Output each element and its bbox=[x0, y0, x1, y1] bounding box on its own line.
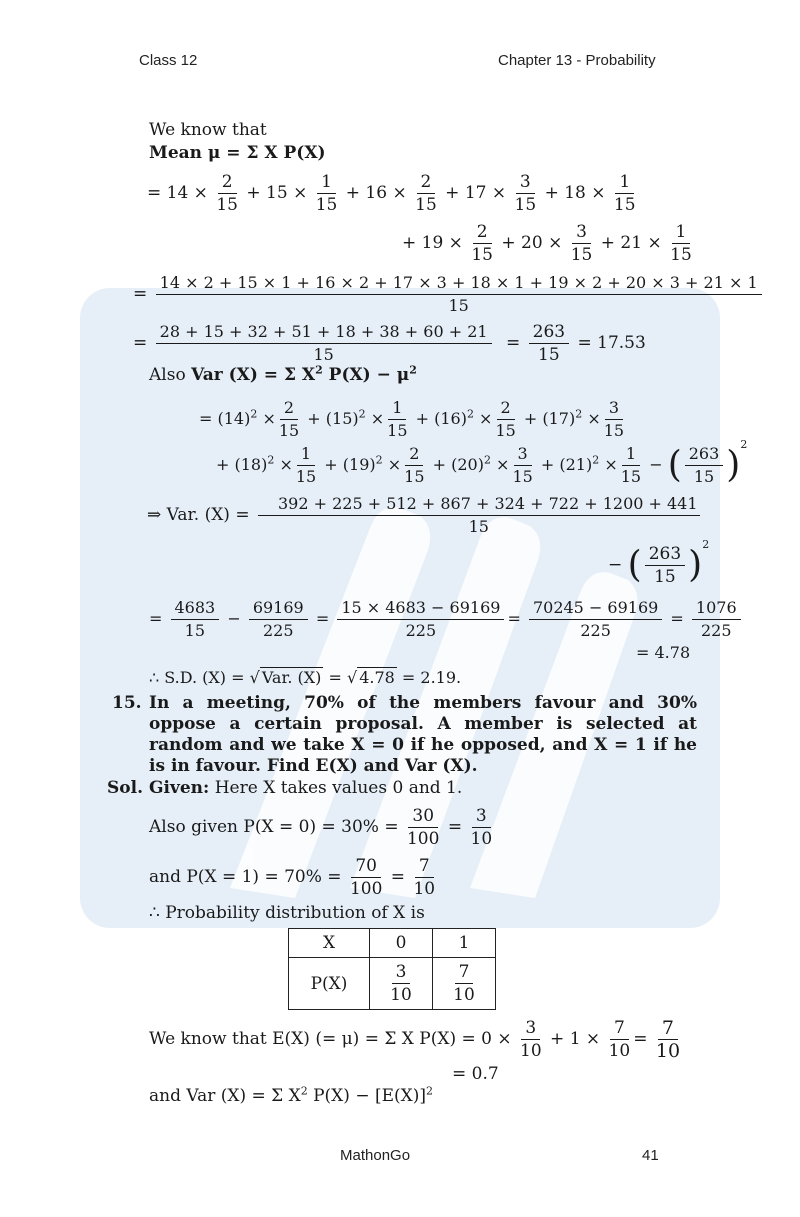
fraction: $\frac{3}{15}$ bbox=[514, 172, 537, 215]
mean-line-1 bbox=[147, 172, 639, 215]
variance-formula-line: and Var (X) = Σ $X^2$ $P(X) - [E(X)]^2$ bbox=[149, 1084, 434, 1106]
expectation-result: = 0.7 bbox=[452, 1064, 499, 1084]
intro-text: We know that bbox=[149, 120, 267, 140]
table-row bbox=[289, 958, 496, 1010]
header-chapter: Chapter 13 - Probability bbox=[498, 52, 656, 69]
mean-line-4: = $\frac{28 + 15 + 32 + 51 + 18 + 38 + 60 + 21}{15}$ = $\frac{263}{15}$ = 17.53 bbox=[133, 322, 646, 365]
fraction: 14 × 2 + 15 × 1 + 16 × 2 + 17 × 3 + 18 × 1 + 19 × 2 + 20 × 3 + 21 × 1 15 bbox=[156, 273, 762, 316]
solution-label: Sol. bbox=[107, 778, 143, 798]
fraction: $\frac{2}{15}$ bbox=[415, 172, 437, 215]
table-row bbox=[289, 929, 496, 958]
variance-line-4: − ( $\frac{263}{15}$ )$^2$ bbox=[608, 538, 710, 587]
variance-line-3: ⇒ Var. (X) = $\frac{392 + 225 + 512 + 867 + 324 + 722 + 1200 + 441}{15}$ bbox=[147, 494, 698, 536]
table-cell: P(X) bbox=[289, 958, 370, 1010]
footer-brand: MathonGo bbox=[340, 1147, 411, 1164]
variance-heading: Also Var (X) = Σ $X^2$ $P(X) - \mu^2$ bbox=[149, 363, 417, 385]
page-number: 41 bbox=[642, 1147, 659, 1164]
p1-line: and P(X = 1) = 70% = $\frac{70}{100}$ = $\frac{7}{10}$ bbox=[149, 856, 436, 899]
fraction: $\frac{263}{15}$ bbox=[529, 322, 569, 365]
given-line: Given: Here X takes values 0 and 1. bbox=[149, 778, 463, 798]
variance-line-2: + $(18)^2$ × $\frac{1}{15}$ + $(19)^2$ × $\frac{2}{15}$ + $(20)^2$ × $\frac{3}{15}$ + $(21)^2$ × $\frac{1}{15}$ − ( $\frac{263}{15}$ )$^2$ bbox=[216, 438, 748, 486]
coef: = 14 × bbox=[147, 183, 208, 203]
p0-line: Also given P(X = 0) = 30% = $\frac{30}{100}$ = $\frac{3}{10}$ bbox=[149, 806, 493, 849]
coef: + 17 × bbox=[445, 183, 507, 203]
fraction: $\frac{2}{15}$ bbox=[216, 172, 238, 215]
variance-result: = 4.78 bbox=[636, 643, 691, 662]
header-class: Class 12 bbox=[139, 52, 198, 69]
expectation-line: We know that E(X) (= μ) = Σ X P(X) = 0 × $\frac{3}{10}$ + 1 × $\frac{7}{10}$ = $\frac{7}{10}$ bbox=[149, 1017, 681, 1062]
question-text: In a meeting, 70% of the members favour and 30% oppose a certain proposal. A member is selected at random and we take X = 0 if he opposed, and X = 1 if he is in favour. Find E(X) and Var (X). bbox=[149, 693, 697, 776]
table-cell: $\frac{3}{10}$ bbox=[370, 958, 433, 1010]
coef: + 16 × bbox=[345, 183, 407, 203]
fraction: $\frac{1}{15}$ bbox=[613, 172, 636, 215]
mean-heading: Mean μ = Σ X P(X) bbox=[149, 143, 326, 163]
distribution-text: ∴ Probability distribution of X is bbox=[149, 903, 425, 923]
question-number: 15. bbox=[112, 693, 142, 713]
table-cell: $\frac{7}{10}$ bbox=[433, 958, 496, 1010]
fraction: $\frac{3}{15}$ bbox=[570, 222, 593, 265]
fraction: $\frac{28 + 15 + 32 + 51 + 18 + 38 + 60 + 21}{15}$ bbox=[156, 322, 492, 365]
fraction: $\frac{1}{15}$ bbox=[670, 222, 692, 265]
table-cell: 0 bbox=[370, 929, 433, 958]
probability-distribution-table bbox=[288, 928, 496, 1010]
coef: + 18 × bbox=[544, 183, 606, 203]
fraction: $\frac{2}{15}$ bbox=[471, 222, 493, 265]
fraction: $\frac{1}{15}$ bbox=[315, 172, 338, 215]
mean-line-2: + 19 × $\frac{2}{15}$ + 20 × $\frac{3}{15}$ + 21 × $\frac{1}{15}$ bbox=[402, 222, 692, 265]
variance-line-1: = $(14)^2$ × $\frac{2}{15}$ + $(15)^2$ × $\frac{1}{15}$ + $(16)^2$ × $\frac{2}{15}$ + $(17)^2$ × $\frac{3}{15}$ bbox=[199, 398, 625, 440]
sd-line: ∴ S.D. (X) = √ Var. (X) = √ 4.78 = 2.19. bbox=[149, 668, 462, 687]
mean-line-3: = 14 × 2 + 15 × 1 + 16 × 2 + 17 × 3 + 18 × 1 + 19 × 2 + 20 × 3 + 21 × 1 15 bbox=[133, 273, 765, 316]
variance-line-5: = $\frac{4683}{15}$ − $\frac{69169}{225}$ = $\frac{15 \times 4683 - 69169}{225}$ = $\frac{70245 - 69169}{225}$ = $\frac{1076}{225}$ bbox=[149, 598, 744, 641]
coef: + 15 × bbox=[246, 183, 308, 203]
table-cell: 1 bbox=[433, 929, 496, 958]
table-cell: X bbox=[289, 929, 370, 958]
